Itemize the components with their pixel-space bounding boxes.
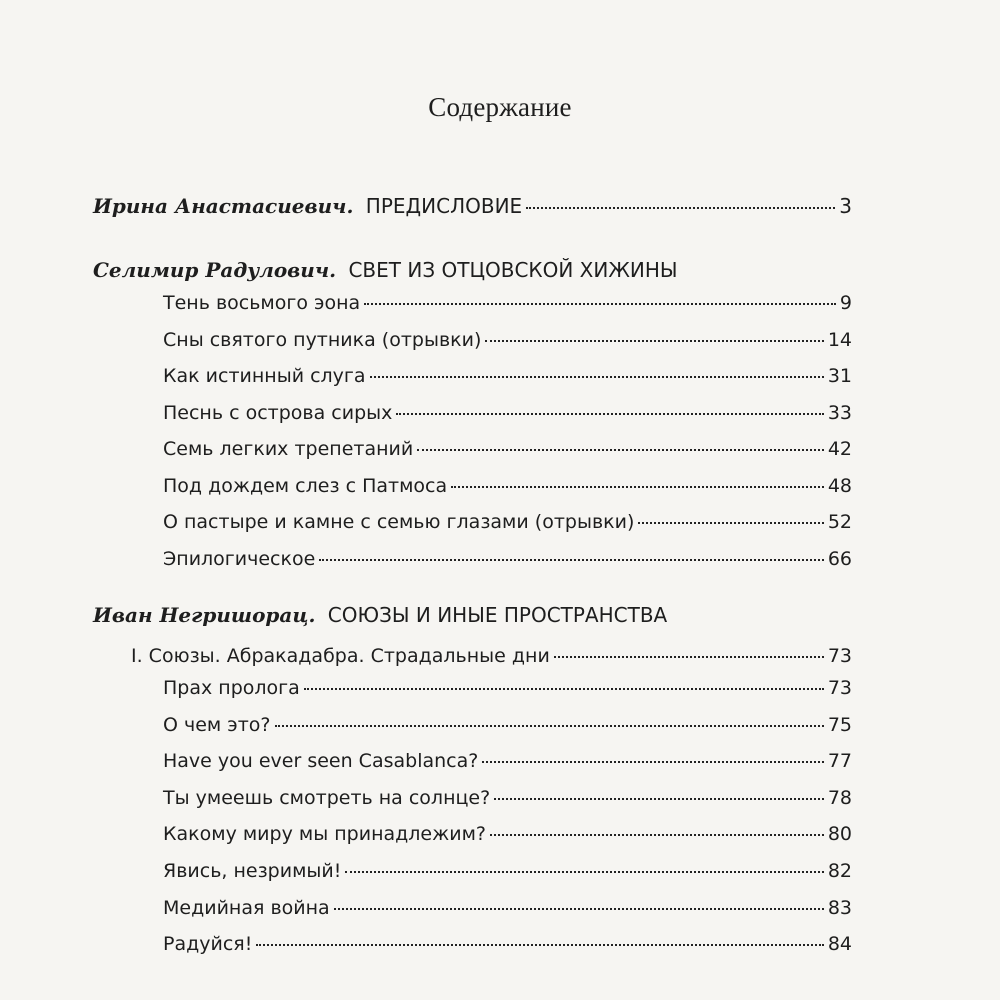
entry-page: 84 bbox=[827, 933, 852, 956]
toc-entry bbox=[163, 787, 852, 819]
entry-page: 66 bbox=[827, 547, 852, 570]
section-author: Селимир Радулович. bbox=[93, 258, 337, 282]
toc-entry bbox=[163, 677, 852, 709]
toc-entry bbox=[163, 933, 852, 965]
section-title: СВЕТ ИЗ ОТЦОВСКОЙ ХИЖИНЫ bbox=[348, 258, 678, 282]
section-heading-1 bbox=[93, 258, 678, 290]
entry-page: 3 bbox=[839, 194, 852, 218]
entry-label: Песнь с острова сирых bbox=[163, 401, 393, 424]
entry-label: Какому миру мы принадлежим? bbox=[163, 823, 486, 846]
entry-label: Ты умеешь смотреть на солнце? bbox=[163, 786, 491, 809]
toc-entry bbox=[163, 365, 852, 397]
entry-label: Прах пролога bbox=[163, 677, 300, 699]
dot-leader bbox=[256, 943, 823, 946]
entry-label: Радуйся! bbox=[163, 933, 253, 956]
page-title: Содержание bbox=[428, 92, 572, 122]
dot-leader bbox=[417, 448, 824, 451]
dot-leader bbox=[345, 870, 823, 873]
toc-entry bbox=[163, 714, 852, 746]
dot-leader bbox=[638, 521, 823, 524]
toc-entry bbox=[163, 860, 852, 892]
entry-author: Ирина Анастасиевич. bbox=[93, 194, 354, 218]
dot-leader bbox=[396, 412, 823, 415]
toc-entry-part bbox=[131, 645, 852, 677]
entry-page: 52 bbox=[827, 511, 852, 533]
dot-leader bbox=[485, 339, 823, 342]
entry-label: Как истинный слуга bbox=[163, 365, 366, 387]
dot-leader bbox=[451, 485, 824, 488]
entry-title: ПРЕДИСЛОВИЕ bbox=[365, 194, 523, 218]
entry-page: 48 bbox=[827, 474, 852, 497]
entry-label: Семь легких трепетаний bbox=[163, 438, 414, 460]
dot-leader bbox=[370, 375, 824, 378]
toc-entry bbox=[163, 511, 852, 543]
entry-label: Под дождем слез с Патмоса bbox=[163, 474, 448, 497]
entry-page: 73 bbox=[827, 645, 852, 667]
toc-entry bbox=[163, 750, 852, 782]
entry-label: I. Союзы. Абракадабра. Страдальные дни bbox=[131, 645, 550, 667]
section-title: СОЮЗЫ И ИНЫЕ ПРОСТРАНСТВА bbox=[327, 603, 668, 627]
dot-leader bbox=[275, 724, 824, 727]
entry-page: 83 bbox=[827, 896, 852, 919]
dot-leader bbox=[490, 833, 824, 836]
entry-page: 73 bbox=[827, 677, 852, 699]
dot-leader bbox=[482, 760, 823, 763]
toc-entry bbox=[163, 292, 852, 324]
section-author: Иван Негришорац. bbox=[93, 603, 316, 627]
section-heading-2 bbox=[93, 603, 667, 635]
entry-page: 82 bbox=[827, 860, 852, 882]
entry-page: 33 bbox=[827, 401, 852, 424]
entry-label: Тень восьмого эона bbox=[163, 292, 361, 314]
entry-page: 42 bbox=[827, 438, 852, 460]
dot-leader bbox=[364, 302, 836, 305]
dot-leader bbox=[334, 907, 824, 910]
toc-entry bbox=[163, 823, 852, 855]
entry-label: Have you ever seen Casablanca? bbox=[163, 750, 479, 773]
toc-entry bbox=[163, 897, 852, 929]
entry-page: 75 bbox=[827, 713, 852, 736]
entry-label: Явись, незримый! bbox=[163, 860, 342, 882]
entry-page: 31 bbox=[827, 365, 852, 387]
entry-page: 80 bbox=[827, 823, 852, 846]
entry-label: О пастыре и камне с семью глазами (отрывки) bbox=[163, 511, 635, 533]
entry-page: 14 bbox=[827, 328, 852, 351]
entry-label: Сны святого путника (отрывки) bbox=[163, 328, 482, 351]
toc-entry bbox=[163, 548, 852, 580]
entry-label: Медийная война bbox=[163, 896, 330, 919]
entry-page: 9 bbox=[839, 292, 852, 314]
entry-page: 77 bbox=[827, 750, 852, 773]
toc-entry bbox=[163, 329, 852, 361]
entry-page: 78 bbox=[827, 786, 852, 809]
dot-leader bbox=[526, 206, 835, 209]
entry-label: Эпилогическое bbox=[163, 547, 316, 570]
toc-entry bbox=[163, 438, 852, 470]
entry-label: О чем это? bbox=[163, 713, 271, 736]
dot-leader bbox=[494, 797, 824, 800]
dot-leader bbox=[304, 687, 824, 690]
dot-leader bbox=[554, 655, 824, 658]
toc-entry bbox=[163, 402, 852, 434]
toc-entry bbox=[163, 475, 852, 507]
toc-entry-preface bbox=[93, 194, 852, 226]
dot-leader bbox=[319, 558, 824, 561]
